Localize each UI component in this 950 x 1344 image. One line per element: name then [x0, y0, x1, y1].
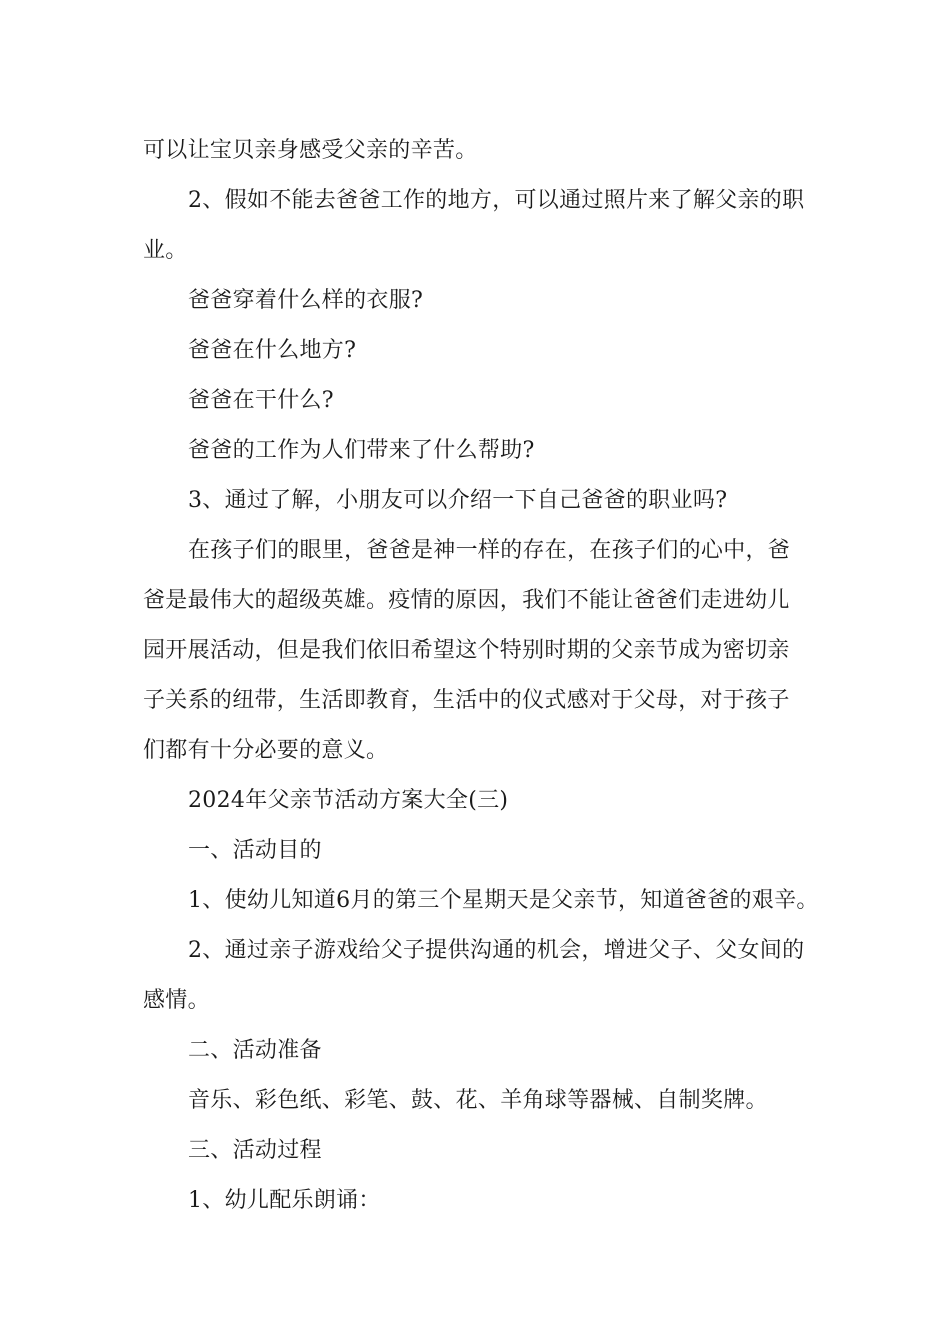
section-heading: 一、活动目的: [188, 838, 322, 863]
paragraph-line: 园开展活动，但是我们依旧希望这个特别时期的父亲节成为密切亲: [143, 638, 790, 663]
paragraph-line: 子关系的纽带，生活即教育，生活中的仪式感对于父母，对于孩子: [143, 688, 790, 713]
paragraph-line: 2、假如不能去爸爸工作的地方，可以通过照片来了解父亲的职: [188, 188, 805, 213]
question-line: 爸爸的工作为人们带来了什么帮助?: [188, 438, 535, 463]
paragraph-line: 2、通过亲子游戏给父子提供沟通的机会，增进父子、父女间的: [188, 938, 805, 963]
section-heading: 三、活动过程: [188, 1138, 322, 1163]
paragraph-line: 在孩子们的眼里，爸爸是神一样的存在，在孩子们的心中，爸: [188, 538, 791, 563]
question-line: 爸爸穿着什么样的衣服?: [188, 288, 424, 313]
paragraph-line: 可以让宝贝亲身感受父亲的辛苦。: [143, 138, 478, 163]
paragraph-line: 音乐、彩色纸、彩笔、鼓、花、羊角球等器械、自制奖牌。: [188, 1088, 768, 1113]
paragraph-line: 1、使幼儿知道6月的第三个星期天是父亲节，知道爸爸的艰辛。: [188, 888, 819, 913]
paragraph-line: 们都有十分必要的意义。: [143, 738, 389, 763]
paragraph-line: 感情。: [143, 988, 210, 1013]
paragraph-line: 业。: [143, 238, 188, 263]
paragraph-line: 3、通过了解，小朋友可以介绍一下自己爸爸的职业吗?: [188, 488, 728, 513]
paragraph-line: 爸是最伟大的超级英雄。疫情的原因，我们不能让爸爸们走进幼儿: [143, 588, 790, 613]
section-title: 2024年父亲节活动方案大全(三): [188, 788, 509, 813]
section-heading: 二、活动准备: [188, 1038, 322, 1063]
question-line: 爸爸在什么地方?: [188, 338, 357, 363]
question-line: 爸爸在干什么?: [188, 388, 334, 413]
paragraph-line: 1、幼儿配乐朗诵：: [188, 1188, 381, 1213]
